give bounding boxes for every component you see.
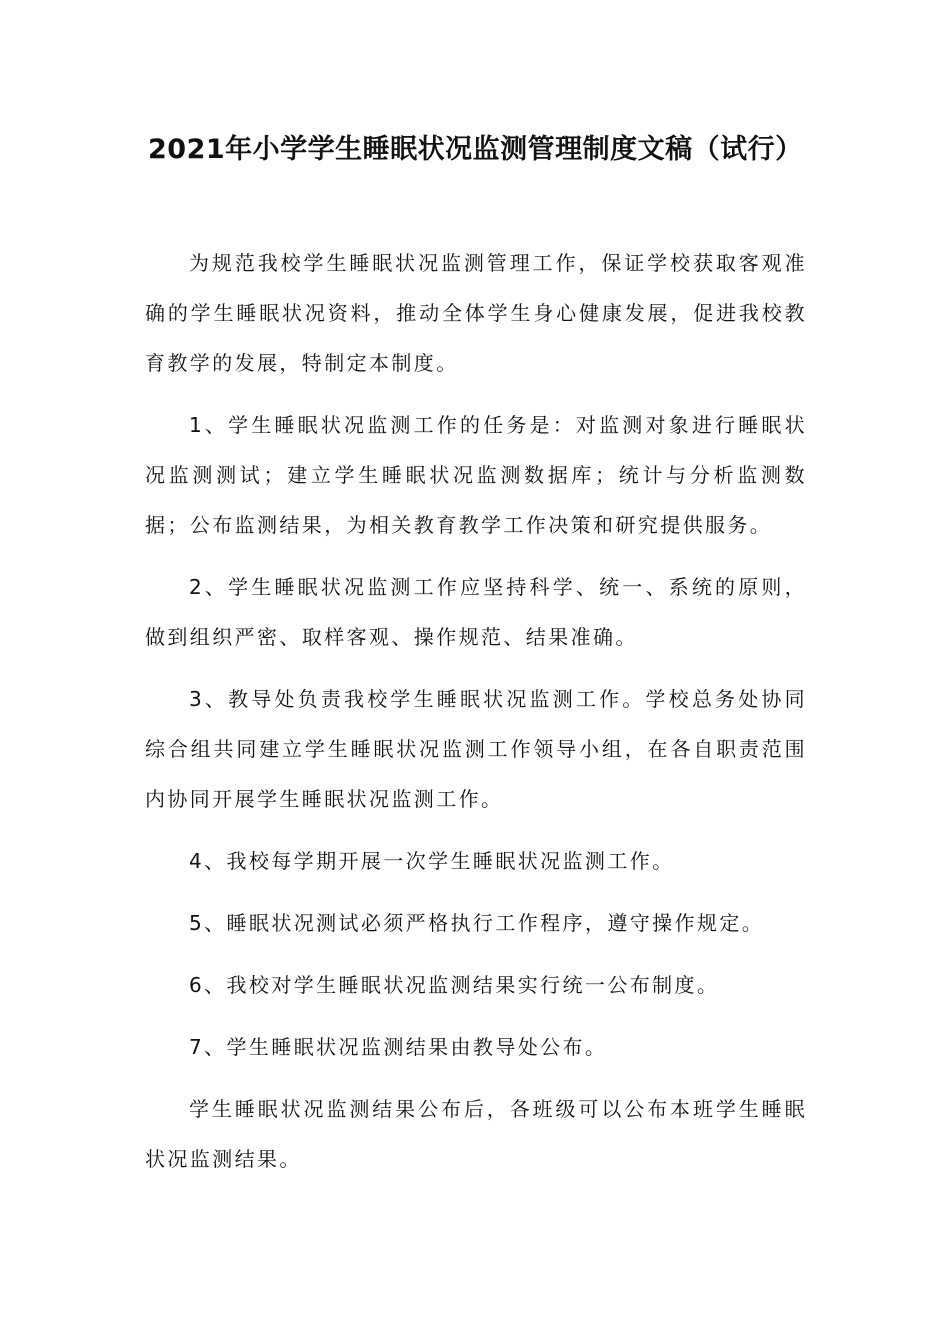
document-body	[145, 238, 807, 1196]
intro-paragraph: 为规范我校学生睡眠状况监测管理工作，保证学校获取客观准确的学生睡眠状况资料，推动全体学生身心健康发展，促进我校教育教学的发展，特制定本制度。	[145, 251, 807, 375]
document-title: 2021年小学学生睡眠状况监测管理制度文稿（试行）	[148, 134, 803, 165]
rule-item-4: 4、我校每学期开展一次学生睡眠状况监测工作。	[189, 849, 675, 873]
rule-item-5: 5、睡眠状况测试必须严格执行工作程序，遵守操作规定。	[189, 911, 765, 935]
closing-paragraph: 学生睡眠状况监测结果公布后，各班级可以公布本班学生睡眠状况监测结果。	[145, 1097, 807, 1171]
rule-item-3: 3、教导处负责我校学生睡眠状况监测工作。学校总务处协同综合组共同建立学生睡眠状况监测工作领导小组，在各自职责范围内协同开展学生睡眠状况监测工作。	[145, 687, 807, 811]
rule-item-7: 7、学生睡眠状况监测结果由教导处公布。	[189, 1035, 608, 1059]
rule-item-2: 2、学生睡眠状况监测工作应坚持科学、统一、系统的原则，做到组织严密、取样客观、操作规范、结果准确。	[145, 575, 807, 649]
rule-item-1: 1、学生睡眠状况监测工作的任务是：对监测对象进行睡眠状况监测测试；建立学生睡眠状况监测数据库；统计与分析监测数据；公布监测结果，为相关教育教学工作决策和研究提供服务。	[145, 413, 807, 537]
rule-item-6: 6、我校对学生睡眠状况监测结果实行统一公布制度。	[189, 973, 720, 997]
